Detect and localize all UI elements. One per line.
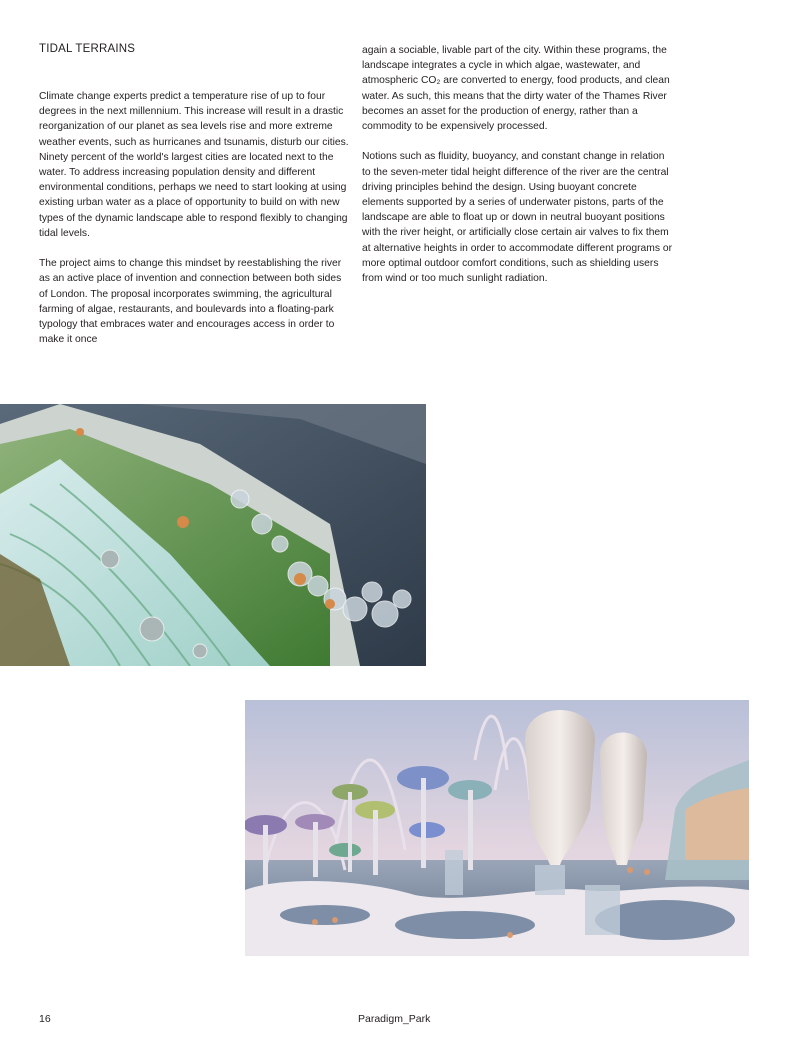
running-title: Paradigm_Park (358, 1013, 431, 1025)
section-heading: TIDAL TERRAINS (39, 43, 136, 55)
page-number: 16 (39, 1013, 51, 1025)
aerial-park-illustration (0, 404, 426, 666)
text-column-right (362, 43, 674, 301)
text-column-left (39, 89, 351, 363)
aerial-park-image (0, 404, 426, 666)
paragraph: again a sociable, livable part of the city. Within these programs, the landscape integrates a cycle in which algae, wastewater, and atmospheric CO₂ are converted to energy, food products, and clean water. As such, this means that the dirty water of the Thames River becomes an asset for the production of energy, rather than a commodity to be expensively processed. (362, 45, 670, 133)
paragraph: The project aims to change this mindset by reestablishing the river as an active place of invention and connection between both sides of London. The proposal incorporates swimming, the agricultural farming of algae, restaurants, and boulevards into a floating-park typology that embraces water and encourages access in order to make it once (39, 258, 342, 346)
floating-pools-illustration (245, 700, 749, 956)
paragraph: Climate change experts predict a temperature rise of up to four degrees in the next millennium. This increase will result in a drastic reorganization of our planet as sea levels rise and more extreme weather events, such as hurricanes and tsunamis, disturb our cities. Ninety percent of the world's largest cities are located next to the water. To address increasing population density and different environmental conditions, perhaps we need to start looking at using existing urban water as a place of opportunity to build on with new types of the dynamic landscape able to respond flexibly to changing tidal levels. (39, 91, 349, 239)
floating-pools-image (245, 700, 749, 956)
paragraph: Notions such as fluidity, buoyancy, and constant change in relation to the seven-meter tidal height difference of the river are the central driving principles behind the design. Using buoyant concrete elements supported by a series of underwater pistons, parts of the landscape are able to float up or down in neutral buoyant positions with the river height, or artificially close certain air valves to fix them at alternative heights in order to accommodate different programs or more optimal outdoor comfort conditions, such as shielding users from wind or too much sunlight radiation. (362, 151, 673, 285)
